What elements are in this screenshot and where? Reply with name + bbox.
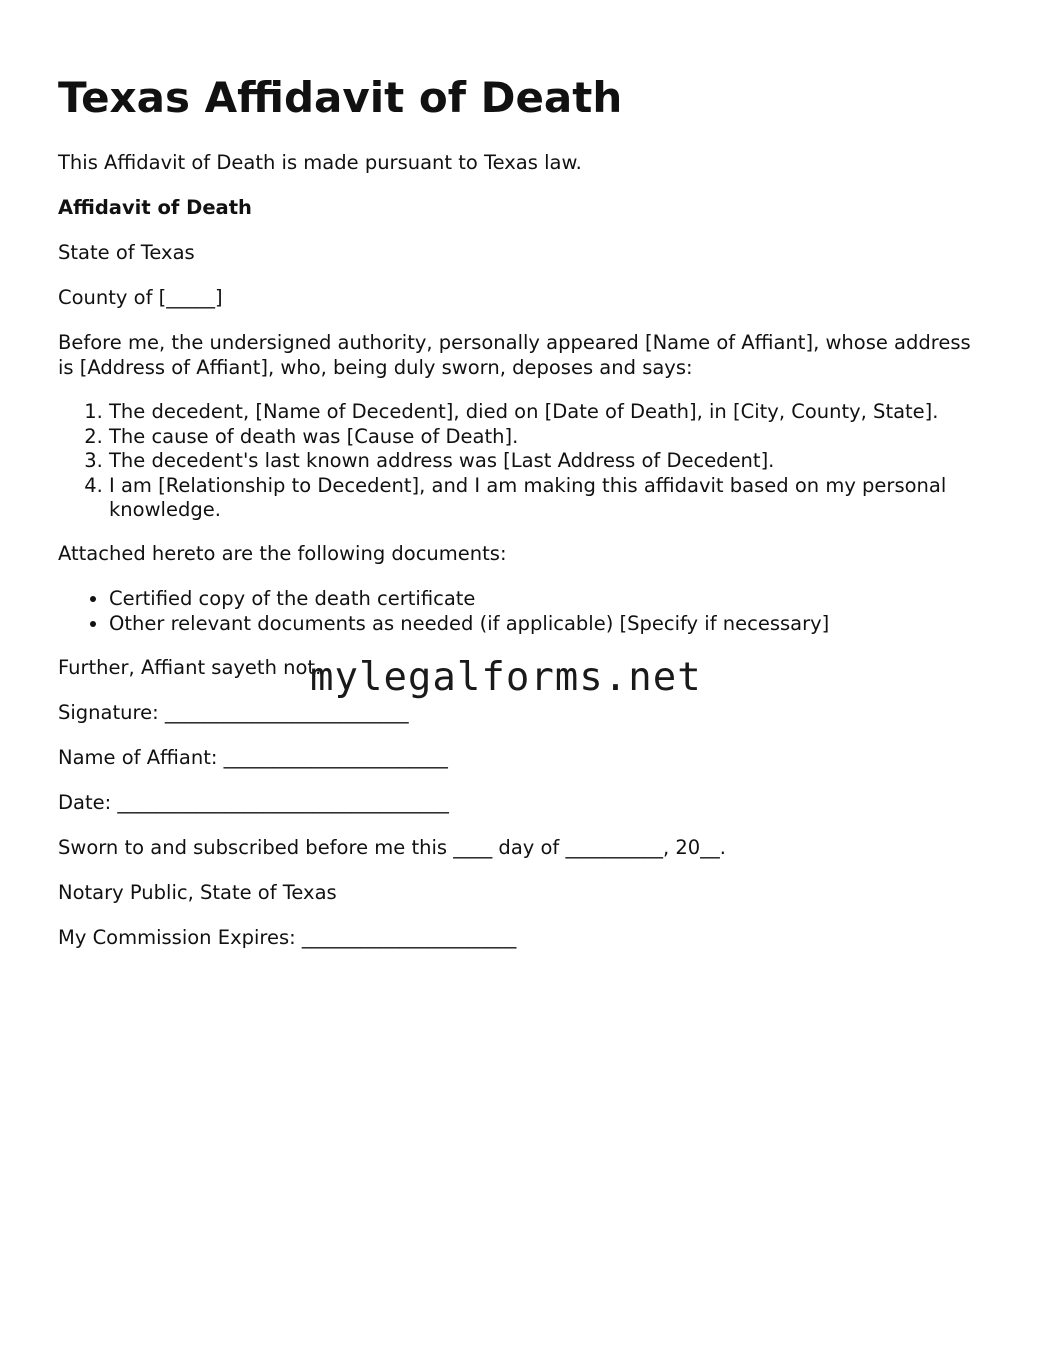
sworn-line: Sworn to and subscribed before me this ____ day of __________, 20__. bbox=[58, 836, 726, 859]
further-statement: Further, Affiant sayeth not. bbox=[58, 656, 322, 679]
section-heading: Affidavit of Death bbox=[58, 196, 252, 219]
statements-list bbox=[58, 400, 1039, 523]
statement-item: 3. The decedent's last known address was [Last Address of Decedent]. bbox=[109, 449, 1039, 474]
intro-text: This Affidavit of Death is made pursuant to Texas law. bbox=[58, 151, 582, 174]
statement-item: 2. The cause of death was [Cause of Death]. bbox=[109, 425, 1039, 450]
attachments-intro: Attached hereto are the following documents: bbox=[58, 542, 507, 565]
state-line: State of Texas bbox=[58, 241, 195, 264]
signature-line: Signature: _________________________ bbox=[58, 701, 409, 724]
statement-item: 1. The decedent, [Name of Decedent], died on [Date of Death], in [City, County, State]. bbox=[109, 400, 1039, 425]
county-line: County of [_____] bbox=[58, 286, 223, 309]
attachment-item: • Other relevant documents as needed (if applicable) [Specify if necessary] bbox=[109, 612, 1039, 637]
affiant-name-line: Name of Affiant: _______________________ bbox=[58, 746, 448, 769]
attachments-list bbox=[58, 587, 1039, 636]
commission-line: My Commission Expires: ______________________ bbox=[58, 926, 517, 949]
statement-item: 4. I am [Relationship to Decedent], and I am making this affidavit based on my personal knowledge. bbox=[109, 474, 1039, 523]
watermark: mylegalforms.net bbox=[310, 655, 702, 700]
preamble-text: Before me, the undersigned authority, personally appeared [Name of Affiant], whose address is [Address of Affiant], who, being duly sworn, deposes and says: bbox=[58, 331, 971, 379]
notary-line: Notary Public, State of Texas bbox=[58, 881, 337, 904]
date-line: Date: __________________________________ bbox=[58, 791, 449, 814]
document-title: Texas Affidavit of Death bbox=[58, 73, 623, 122]
attachment-item: • Certified copy of the death certificate bbox=[109, 587, 1039, 612]
